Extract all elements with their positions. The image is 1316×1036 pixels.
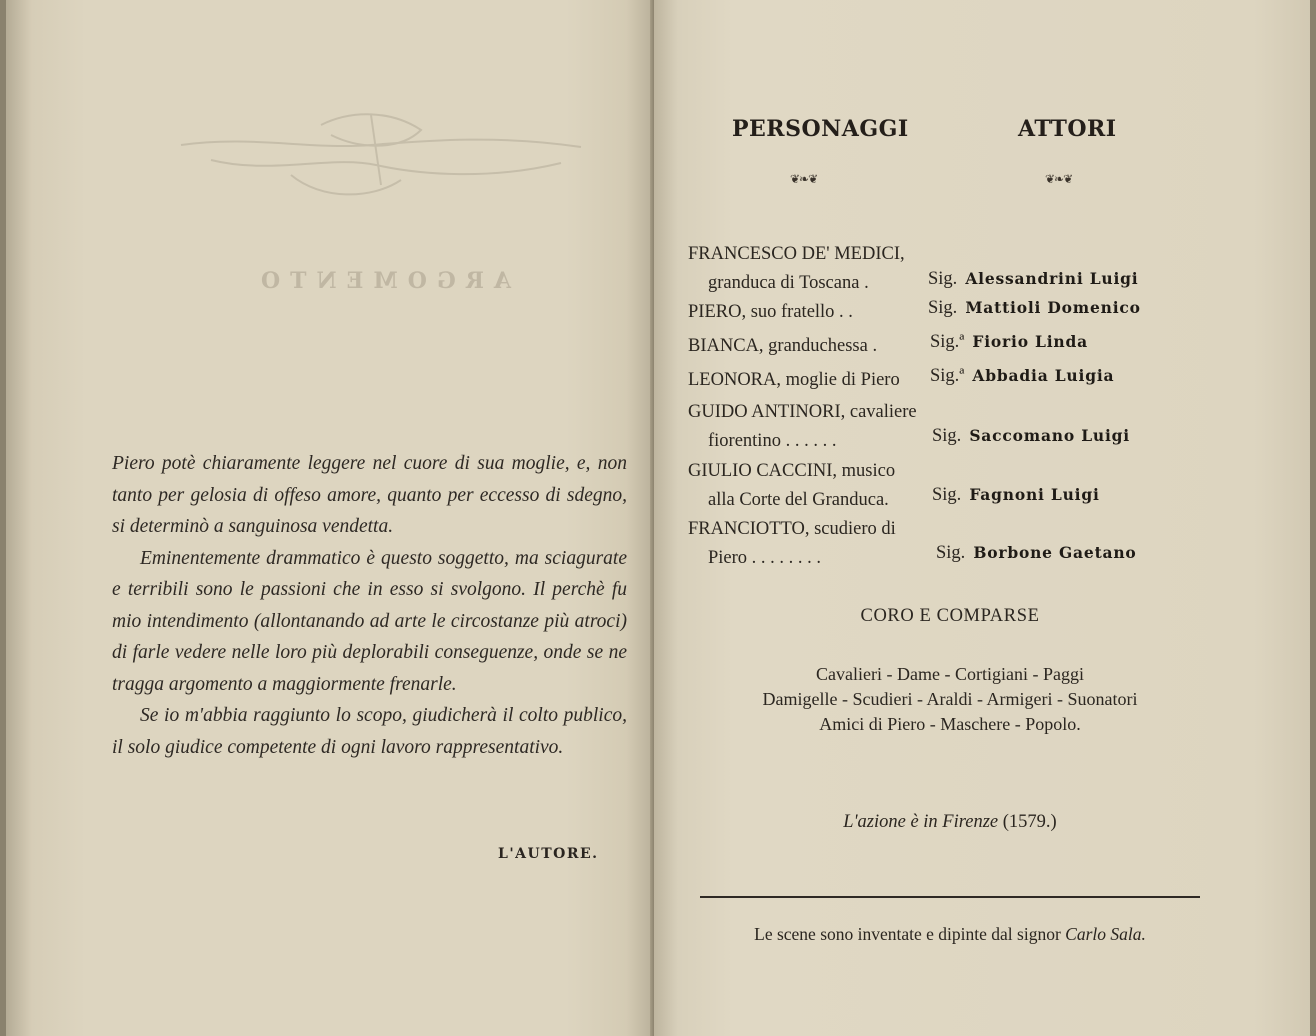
cast-actor (930, 366, 1114, 387)
argument-paragraph: Se io m'abbia raggiunto lo scopo, giudicherà il colto publico, il solo giudice competente di ogni lavoro rappresentativo. (112, 705, 627, 758)
chorus-line: Cavalieri - Dame - Cortigiani - Paggi (816, 664, 1084, 684)
author-signature: L'AUTORE. (498, 846, 599, 862)
actor-title: Sig.ª (930, 366, 965, 386)
cast-actor (932, 485, 1100, 506)
actor-name: Alessandrini Luigi (965, 269, 1139, 288)
cast-role (688, 240, 905, 298)
cast-actor (928, 269, 1138, 290)
actor-name: Mattioli Domenico (965, 298, 1141, 317)
cast-role (688, 515, 896, 573)
cast-role (688, 457, 895, 515)
role-name: PIERO, suo fratello . . (688, 302, 853, 322)
role-name: FRANCIOTTO, scudiero di (688, 519, 896, 539)
role-name: BIANCA, granduchessa . (688, 336, 878, 356)
setting-line (700, 812, 1200, 833)
setting-year: (1579.) (1002, 812, 1057, 832)
role-name: FRANCESCO DE' MEDICI, (688, 244, 905, 264)
horizontal-rule (700, 896, 1200, 898)
actor-name: Fiorio Linda (972, 332, 1088, 351)
argument-paragraph: Piero potè chiaramente leggere nel cuore di sua moglie, e, non tanto per gelosia di offeso amore, quanto per eccesso di sdegno, si determinò a sanguinosa vendetta. (112, 453, 627, 537)
actor-name: Abbadia Luigia (972, 366, 1115, 385)
role-name: GIULIO CACCINI, musico (688, 461, 896, 481)
actor-name: Fagnoni Luigi (969, 485, 1100, 504)
role-description: fiorentino . . . . . . (708, 431, 837, 451)
actor-title: Sig. (932, 485, 962, 505)
role-description: granduca di Toscana . (708, 273, 869, 293)
cast-role (688, 366, 900, 395)
cast-actor (932, 426, 1130, 447)
argument-text (112, 448, 627, 763)
actor-title: Sig.ª (930, 332, 965, 352)
cast-actor (930, 332, 1088, 353)
credit-name: Carlo Sala. (1065, 924, 1146, 944)
cast-actor (936, 543, 1137, 564)
actor-title: Sig. (928, 269, 958, 289)
cast-role (688, 332, 877, 361)
chorus-line: Amici di Piero - Maschere - Popolo. (819, 714, 1081, 734)
actor-name: Borbone Gaetano (973, 543, 1137, 562)
header-attori: ATTORI (1018, 116, 1117, 142)
actor-name: Saccomano Luigi (969, 426, 1130, 445)
fleuron-ornament: ❦❧❦ (1045, 172, 1073, 186)
role-description: Piero . . . . . . . . (708, 548, 822, 568)
role-name: LEONORA, moglie di Piero (688, 370, 900, 390)
chorus-line: Damigelle - Scudieri - Araldi - Armigeri - Suonatori (762, 689, 1138, 709)
argument-paragraph: Eminentemente drammatico è questo soggetto, ma sciagurate e terribili sono le passioni che in esso si svolgono. Il perchè fu mio intendimento (allontanando ad arte le circostanze più atroci) di farle vedere nelle loro più deplorabili conseguenze, onde se ne tragga argomento a maggiormente frenarle. (112, 547, 627, 695)
setting-text: L'azione è in Firenze (843, 812, 999, 832)
show-through-heading: ARGOMENTO (250, 268, 512, 294)
scenery-credit (700, 924, 1200, 945)
header-personaggi: PERSONAGGI (732, 116, 909, 142)
actor-title: Sig. (928, 298, 958, 318)
chorus-list (700, 662, 1200, 737)
fleuron-ornament: ❦❧❦ (790, 172, 818, 186)
actor-title: Sig. (936, 543, 966, 563)
coro-heading: CORO E COMPARSE (860, 606, 1040, 626)
role-description: alla Corte del Granduca. (708, 490, 889, 510)
cast-role (688, 398, 917, 456)
show-through-ornament (171, 105, 591, 205)
cast-role (688, 298, 853, 327)
actor-title: Sig. (932, 426, 962, 446)
credit-text: Le scene sono inventate e dipinte dal signor (754, 924, 1061, 944)
role-name: GUIDO ANTINORI, cavaliere (688, 402, 917, 422)
cast-actor (928, 298, 1141, 319)
